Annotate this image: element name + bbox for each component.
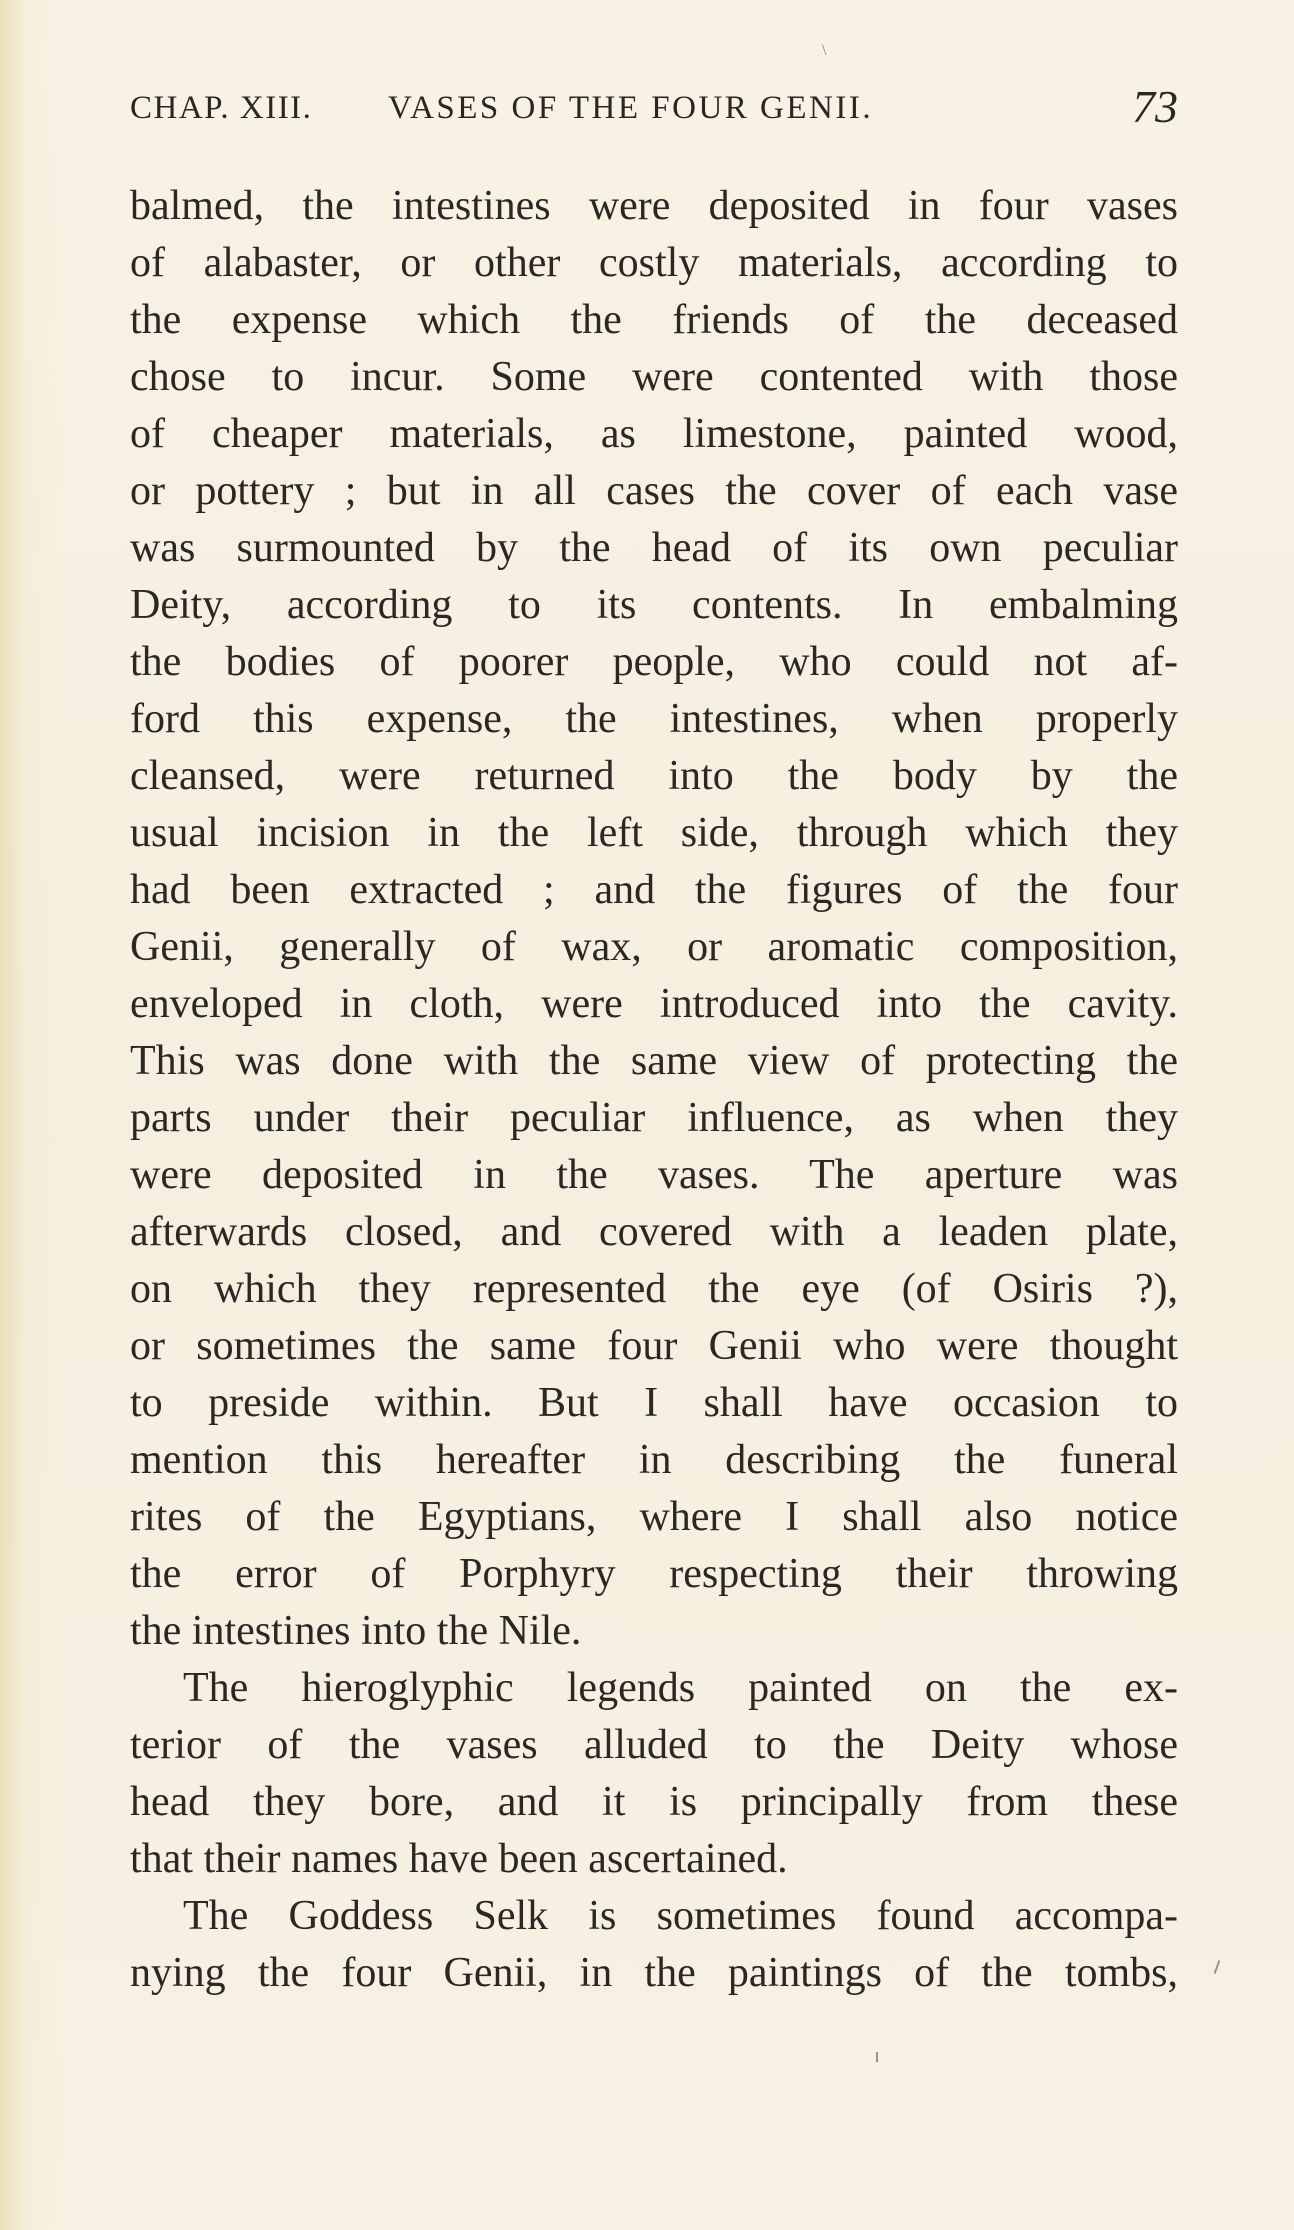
text-line: This was done with the same view of protecting the bbox=[130, 1038, 1178, 1084]
text-line: the error of Porphyry respecting their throwing bbox=[130, 1551, 1178, 1597]
text-line: cleansed, were returned into the body by the bbox=[130, 753, 1178, 799]
text-line: ford this expense, the intestines, when properly bbox=[130, 696, 1178, 742]
text-line: to preside within. But I shall have occasion to bbox=[130, 1380, 1178, 1426]
text-line: the intestines into the Nile. bbox=[130, 1608, 582, 1654]
text-line: were deposited in the vases. The aperture was bbox=[130, 1152, 1178, 1198]
paper-speck bbox=[876, 2052, 878, 2062]
text-line: had been extracted ; and the figures of the four bbox=[130, 867, 1178, 913]
paragraph-start-line: The hieroglyphic legends painted on the ex- bbox=[183, 1665, 1178, 1711]
text-line: usual incision in the left side, through which they bbox=[130, 810, 1178, 856]
text-line: was surmounted by the head of its own peculiar bbox=[130, 525, 1178, 571]
paper-speck bbox=[1214, 1960, 1221, 1974]
chapter-label: CHAP. XIII. bbox=[130, 90, 313, 126]
text-line: head they bore, and it is principally from these bbox=[130, 1779, 1178, 1825]
text-line: that their names have been ascertained. bbox=[130, 1836, 788, 1882]
text-line: Genii, generally of wax, or aromatic composition, bbox=[130, 924, 1178, 970]
text-line: on which they represented the eye (of Osiris ?), bbox=[130, 1266, 1178, 1312]
paragraph-start-line: The Goddess Selk is sometimes found accompa- bbox=[183, 1893, 1178, 1939]
page-number: 73 bbox=[1132, 81, 1178, 132]
text-line: or pottery ; but in all cases the cover of each vase bbox=[130, 468, 1178, 514]
text-line: mention this hereafter in describing the funeral bbox=[130, 1437, 1178, 1483]
text-line: the bodies of poorer people, who could not af- bbox=[130, 639, 1178, 685]
top-mark: \ bbox=[822, 42, 827, 59]
text-line: rites of the Egyptians, where I shall also notice bbox=[130, 1494, 1178, 1540]
text-line: of alabaster, or other costly materials, according to bbox=[130, 240, 1178, 286]
text-line: chose to incur. Some were contented with those bbox=[130, 354, 1178, 400]
text-line: balmed, the intestines were deposited in four vases bbox=[130, 183, 1178, 229]
text-line: nying the four Genii, in the paintings of the tombs, bbox=[130, 1950, 1178, 1996]
text-line: the expense which the friends of the deceased bbox=[130, 297, 1178, 343]
text-line: parts under their peculiar influence, as when they bbox=[130, 1095, 1178, 1141]
text-line: enveloped in cloth, were introduced into the cavity. bbox=[130, 981, 1178, 1027]
text-line: Deity, according to its contents. In embalming bbox=[130, 582, 1178, 628]
text-line: terior of the vases alluded to the Deity whose bbox=[130, 1722, 1178, 1768]
text-line: of cheaper materials, as limestone, painted wood, bbox=[130, 411, 1178, 457]
body-text bbox=[130, 178, 1178, 2002]
running-title: VASES OF THE FOUR GENII. bbox=[388, 90, 874, 126]
text-line: or sometimes the same four Genii who were thought bbox=[130, 1323, 1178, 1369]
text-line: afterwards closed, and covered with a leaden plate, bbox=[130, 1209, 1178, 1255]
running-header bbox=[130, 42, 1178, 150]
